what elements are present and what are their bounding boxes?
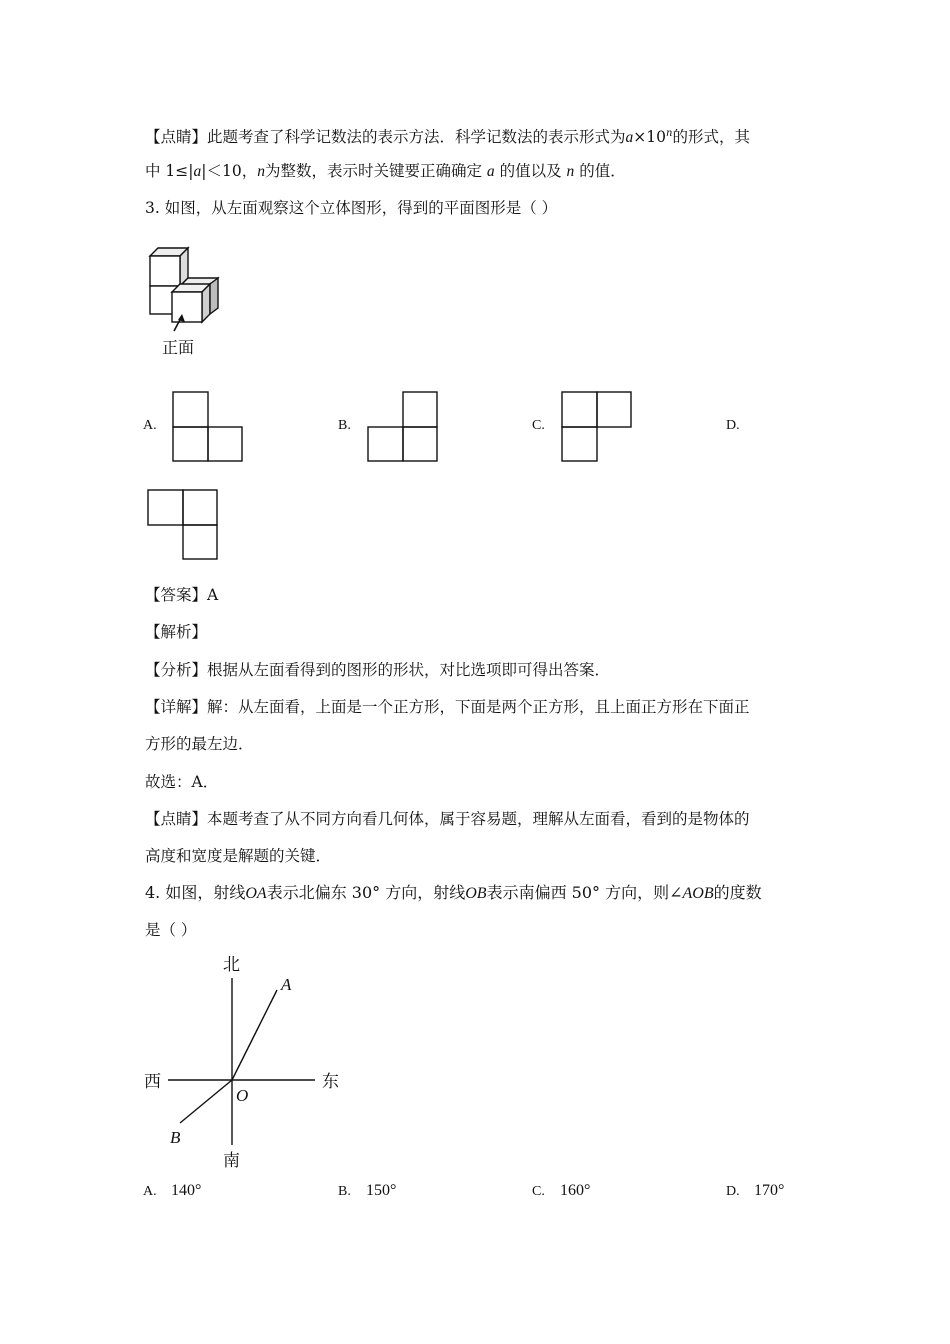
xiangjie-line-2: 方形的最左边．	[145, 735, 254, 753]
dianjing-line-2: 中 1≤|a|＜10，n为整数，表示时关键要正确确定 a 的值以及 n 的值．	[145, 162, 626, 180]
option-c-figure	[561, 391, 633, 463]
dianjing2-line-2: 高度和宽度是解题的关键．	[145, 847, 332, 865]
answer-line: 【答案】A	[145, 586, 219, 604]
option-b-figure	[367, 391, 439, 463]
option-b-label: B.	[338, 418, 351, 433]
dianjing2-line-1: 【点睛】本题考查了从不同方向看几何体，属于容易题，理解从左面看，看到的是物体的	[145, 810, 750, 828]
jiexi-heading: 【解析】	[145, 623, 208, 641]
option-a-figure	[172, 391, 244, 463]
option-a-label: A.	[143, 418, 157, 433]
q4-option-c-label: C.	[532, 1184, 545, 1199]
q4-option-b-label: B.	[338, 1184, 351, 1199]
south-label: 南	[223, 1151, 240, 1171]
fenxi-line: 【分析】根据从左面看得到的图形的形状，对比选项即可得出答案．	[145, 661, 611, 679]
east-label: 东	[322, 1072, 339, 1092]
xiangjie-line-1: 【详解】解：从左面看，上面是一个正方形，下面是两个正方形，且上面正方形在下面正	[145, 698, 750, 716]
option-c-label: C.	[532, 418, 545, 433]
q4-option-d-label: D.	[726, 1184, 740, 1199]
option-d-figure	[147, 489, 219, 561]
question-4-stem-line-2: 是（ ）	[145, 921, 197, 939]
north-label: 北	[223, 955, 240, 975]
point-a-label: A	[281, 975, 292, 994]
compass-diagram	[140, 950, 360, 1175]
q4-option-a-label: A.	[143, 1184, 157, 1199]
question-3-stem: 3. 如图，从左面观察这个立体图形，得到的平面图形是（ ）	[145, 199, 558, 217]
point-o-label: O	[236, 1086, 249, 1105]
q4-option-d-value: 170°	[754, 1182, 785, 1199]
question-4-stem-line-1: 4. 如图，射线OA表示北偏东 30° 方向，射线OB表示南偏西 50° 方向，则∠AOB的度数	[145, 883, 762, 902]
guxuan-line: 故选：A．	[145, 773, 219, 791]
point-b-label: B	[170, 1128, 181, 1147]
west-label: 西	[144, 1072, 161, 1092]
cube-solid-figure	[140, 236, 240, 361]
option-d-label: D.	[726, 418, 740, 433]
front-label: 正面	[162, 338, 195, 357]
q4-option-b-value: 150°	[366, 1182, 397, 1199]
dianjing-line-1: 【点睛】此题考查了科学记数法的表示方法．科学记数法的表示形式为$a\times 10^n$的形式，其	[145, 128, 750, 146]
q4-option-c-value: 160°	[560, 1182, 591, 1199]
q4-option-a-value: 140°	[171, 1182, 202, 1199]
